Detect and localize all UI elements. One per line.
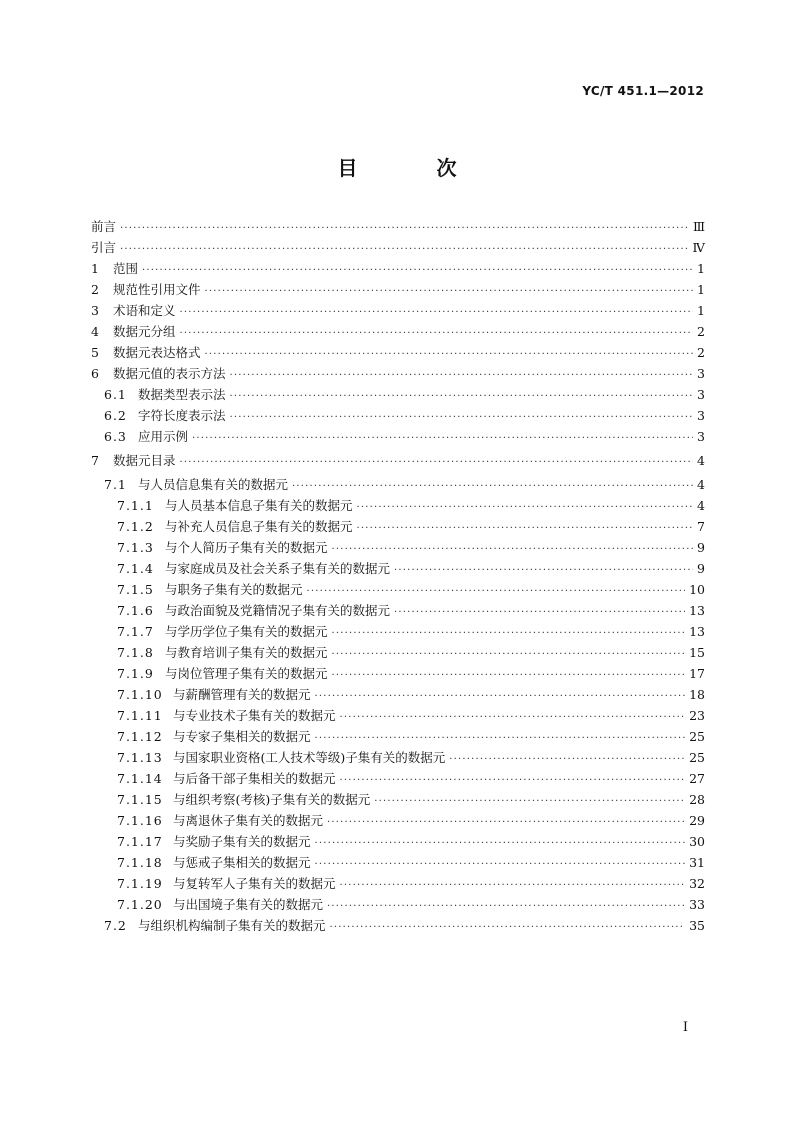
toc-label: 前言 [91, 219, 117, 234]
toc-page: 25 [689, 750, 705, 765]
dot-leader [120, 239, 688, 260]
toc-label: 与出国境子集有关的数据元 [173, 897, 324, 912]
toc-page: 3 [697, 387, 705, 402]
toc-label: 与教育培训子集有关的数据元 [165, 645, 328, 660]
toc-number: 7.1.2 [117, 519, 154, 534]
toc-page: 4 [697, 477, 705, 492]
dot-leader [292, 476, 693, 497]
toc-number: 7.1.9 [117, 666, 154, 681]
toc-entry-7-1-8[interactable] [91, 642, 705, 663]
toc-label: 规范性引用文件 [113, 282, 201, 297]
toc-number: 7.1.5 [117, 582, 154, 597]
toc-number: 2 [91, 282, 100, 297]
toc-entry-7-1-1[interactable] [91, 495, 705, 516]
dot-leader [205, 344, 693, 365]
toc-entry-7-1-13[interactable] [91, 747, 705, 768]
toc-entry-7-1-18[interactable] [91, 852, 705, 873]
toc-page: 13 [689, 603, 705, 618]
toc-entry-7-1-14[interactable] [91, 768, 705, 789]
toc-entry-7-1-16[interactable] [91, 810, 705, 831]
dot-leader [394, 602, 685, 623]
dot-leader [340, 770, 686, 791]
toc-page: 32 [689, 876, 705, 891]
toc-page: 9 [697, 561, 705, 576]
toc-page: 2 [697, 324, 705, 339]
toc-label: 数据元值的表示方法 [113, 366, 226, 381]
toc-entry-5[interactable] [91, 342, 705, 363]
toc-entry-7-1-9[interactable] [91, 663, 705, 684]
toc-entry-7-1-4[interactable] [91, 558, 705, 579]
toc-label: 与人员基本信息子集有关的数据元 [165, 498, 353, 513]
toc-page: 3 [697, 366, 705, 381]
dot-leader [230, 407, 693, 428]
toc-number: 7.1.8 [117, 645, 154, 660]
dot-leader [327, 896, 685, 917]
toc-entry-1[interactable] [91, 258, 705, 279]
toc-number: 7.1.15 [117, 792, 163, 807]
toc-label: 与离退休子集有关的数据元 [173, 813, 324, 828]
toc-entry-7-1[interactable] [91, 474, 705, 495]
toc-number: 7.1.12 [117, 729, 163, 744]
toc-entry-6-3[interactable] [91, 426, 705, 447]
toc-page: Ⅲ [692, 219, 705, 234]
toc-number: 6 [91, 366, 100, 381]
toc-entry-7-1-6[interactable] [91, 600, 705, 621]
toc-label: 数据元表达格式 [113, 345, 201, 360]
toc-entry-7-1-11[interactable] [91, 705, 705, 726]
page-title: 目 次 [337, 156, 493, 180]
toc-label: 与后备干部子集相关的数据元 [173, 771, 336, 786]
toc-entry-7-1-3[interactable] [91, 537, 705, 558]
toc-entry-foreword[interactable] [91, 216, 705, 237]
toc-label: 与奖励子集有关的数据元 [173, 834, 311, 849]
toc-page: 7 [697, 519, 705, 534]
table-of-contents [91, 216, 705, 936]
dot-leader [332, 665, 686, 686]
standard-code: YC/T 451.1—2012 [582, 84, 704, 98]
dot-leader [340, 707, 686, 728]
toc-label: 与国家职业资格(工人技术等级)子集有关的数据元 [173, 750, 446, 765]
dot-leader [230, 365, 693, 386]
toc-page: 17 [689, 666, 705, 681]
toc-entry-7-1-17[interactable] [91, 831, 705, 852]
toc-number: 1 [91, 261, 100, 276]
toc-page: 4 [697, 498, 705, 513]
toc-entry-7-1-5[interactable] [91, 579, 705, 600]
toc-entry-introduction[interactable] [91, 237, 705, 258]
toc-number: 7 [91, 453, 100, 468]
toc-page: 13 [689, 624, 705, 639]
toc-number: 7.1.16 [117, 813, 163, 828]
toc-page: 35 [689, 918, 705, 933]
toc-entry-7-1-15[interactable] [91, 789, 705, 810]
toc-label: 与政治面貌及党籍情况子集有关的数据元 [165, 603, 391, 618]
toc-number: 3 [91, 303, 100, 318]
dot-leader [180, 452, 693, 473]
toc-page: 10 [689, 582, 705, 597]
toc-page: Ⅳ [692, 240, 705, 255]
toc-page: 2 [697, 345, 705, 360]
toc-entry-4[interactable] [91, 321, 705, 342]
toc-number: 7.1.10 [117, 687, 163, 702]
dot-leader [340, 875, 686, 896]
dot-leader [449, 749, 685, 770]
dot-leader [315, 728, 686, 749]
toc-entry-7[interactable] [91, 450, 705, 471]
toc-number: 7.1.11 [117, 708, 163, 723]
toc-number: 5 [91, 345, 100, 360]
toc-entry-7-1-2[interactable] [91, 516, 705, 537]
toc-page: 15 [689, 645, 705, 660]
toc-label: 与组织考察(考核)子集有关的数据元 [173, 792, 371, 807]
toc-page: 30 [689, 834, 705, 849]
toc-label: 引言 [91, 240, 117, 255]
page-number: I [682, 1020, 688, 1035]
dot-leader [307, 581, 686, 602]
toc-label: 与职务子集有关的数据元 [165, 582, 303, 597]
toc-label: 与个人简历子集有关的数据元 [165, 540, 328, 555]
dot-leader [374, 791, 685, 812]
toc-label: 与补充人员信息子集有关的数据元 [165, 519, 353, 534]
toc-entry-7-1-20[interactable] [91, 894, 705, 915]
toc-page: 25 [689, 729, 705, 744]
toc-entry-3[interactable] [91, 300, 705, 321]
toc-page: 3 [697, 429, 705, 444]
toc-number: 7.1.17 [117, 834, 163, 849]
dot-leader [315, 833, 686, 854]
toc-page: 1 [697, 282, 705, 297]
toc-number: 7.1.1 [117, 498, 154, 513]
dot-leader [332, 644, 686, 665]
toc-entry-2[interactable] [91, 279, 705, 300]
toc-number: 7.1.3 [117, 540, 154, 555]
toc-label: 与组织机构编制子集有关的数据元 [138, 918, 326, 933]
toc-label: 数据元目录 [113, 453, 176, 468]
dot-leader [180, 323, 693, 344]
toc-label: 与专业技术子集有关的数据元 [173, 708, 336, 723]
toc-page: 29 [689, 813, 705, 828]
toc-page: 23 [689, 708, 705, 723]
dot-leader [394, 560, 693, 581]
toc-label: 与人员信息集有关的数据元 [138, 477, 289, 492]
toc-number: 7.1.13 [117, 750, 163, 765]
dot-leader [357, 497, 693, 518]
toc-label: 与薪酬管理有关的数据元 [173, 687, 311, 702]
toc-label: 数据元分组 [113, 324, 176, 339]
toc-page: 1 [697, 261, 705, 276]
toc-label: 术语和定义 [113, 303, 176, 318]
toc-label: 与复转军人子集有关的数据元 [173, 876, 336, 891]
toc-entry-7-1-19[interactable] [91, 873, 705, 894]
toc-page: 1 [697, 303, 705, 318]
dot-leader [332, 539, 693, 560]
toc-page: 31 [689, 855, 705, 870]
dot-leader [330, 917, 686, 938]
toc-entry-6-2[interactable] [91, 405, 705, 426]
dot-leader [230, 386, 693, 407]
toc-entry-7-2[interactable] [91, 915, 705, 936]
dot-leader [332, 623, 686, 644]
dot-leader [142, 260, 693, 281]
dot-leader [180, 302, 693, 323]
toc-number: 4 [91, 324, 100, 339]
toc-label: 范围 [113, 261, 139, 276]
toc-label: 数据类型表示法 [138, 387, 226, 402]
toc-label: 字符长度表示法 [138, 408, 226, 423]
toc-number: 7.1.18 [117, 855, 163, 870]
toc-page: 9 [697, 540, 705, 555]
toc-label: 应用示例 [138, 429, 189, 444]
toc-page: 27 [689, 771, 705, 786]
toc-page: 3 [697, 408, 705, 423]
toc-number: 6.3 [104, 429, 127, 444]
toc-number: 7.2 [104, 918, 127, 933]
toc-entry-7-1-7[interactable] [91, 621, 705, 642]
toc-page: 4 [697, 453, 705, 468]
toc-page: 18 [689, 687, 705, 702]
toc-label: 与惩戒子集相关的数据元 [173, 855, 311, 870]
toc-number: 7.1.6 [117, 603, 154, 618]
toc-label: 与岗位管理子集有关的数据元 [165, 666, 328, 681]
dot-leader [327, 812, 685, 833]
toc-number: 7.1.7 [117, 624, 154, 639]
toc-number: 7.1.4 [117, 561, 154, 576]
toc-number: 6.1 [104, 387, 127, 402]
toc-number: 7.1.19 [117, 876, 163, 891]
toc-page: 28 [689, 792, 705, 807]
toc-page: 33 [689, 897, 705, 912]
toc-entry-6[interactable] [91, 363, 705, 384]
toc-number: 7.1.14 [117, 771, 163, 786]
toc-number: 7.1.20 [117, 897, 163, 912]
dot-leader [192, 428, 693, 449]
dot-leader [205, 281, 693, 302]
toc-entry-7-1-10[interactable] [91, 684, 705, 705]
toc-entry-6-1[interactable] [91, 384, 705, 405]
toc-entry-7-1-12[interactable] [91, 726, 705, 747]
dot-leader [315, 686, 686, 707]
dot-leader [315, 854, 686, 875]
dot-leader [120, 218, 689, 239]
toc-number: 6.2 [104, 408, 127, 423]
toc-label: 与家庭成员及社会关系子集有关的数据元 [165, 561, 391, 576]
toc-label: 与专家子集相关的数据元 [173, 729, 311, 744]
dot-leader [357, 518, 693, 539]
toc-label: 与学历学位子集有关的数据元 [165, 624, 328, 639]
toc-number: 7.1 [104, 477, 127, 492]
